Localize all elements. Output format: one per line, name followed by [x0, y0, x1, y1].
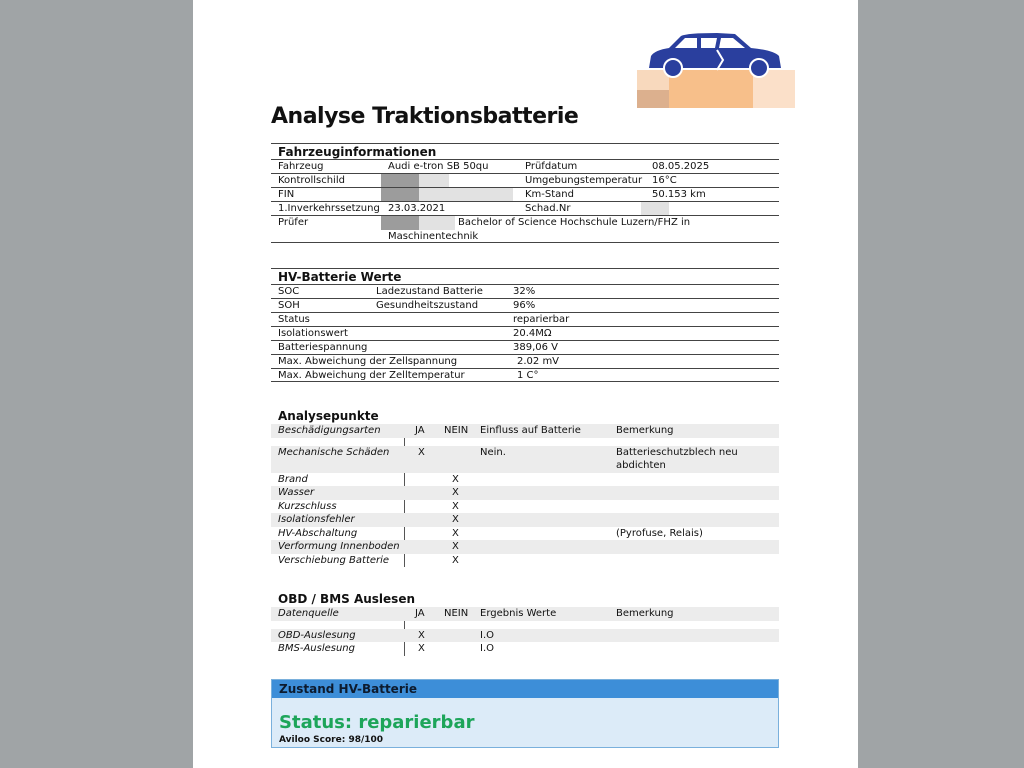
cell: Kurzschluss — [278, 500, 337, 512]
cell: X — [452, 514, 459, 525]
label: Prüfdatum — [525, 161, 578, 172]
redacted-value — [381, 188, 419, 202]
table-row — [271, 500, 779, 514]
cell: Verschiebung Batterie — [278, 554, 390, 566]
redacted-value — [381, 174, 419, 188]
vehicle-row — [271, 159, 779, 173]
table-row — [271, 513, 779, 527]
table-row — [271, 642, 779, 656]
page-title: Analyse Traktionsbatterie — [271, 104, 579, 129]
label: Status — [278, 314, 310, 325]
value: 16°C — [652, 175, 677, 186]
value: reparierbar — [513, 314, 570, 325]
aviloo-score: Aviloo Score: 98/100 — [279, 735, 384, 745]
value: Audi e-tron SB 50qu — [388, 161, 489, 172]
hv-row — [271, 340, 779, 354]
label: Prüfer — [278, 217, 309, 228]
cell: X — [452, 487, 459, 498]
label: Kontrollschild — [278, 175, 345, 186]
cell: (Pyrofuse, Relais) — [616, 527, 703, 539]
cell: HV-Abschaltung — [278, 527, 358, 539]
table-row — [271, 629, 779, 643]
label: SOH — [278, 300, 300, 311]
vehicle-info-heading: Fahrzeuginformationen — [271, 143, 779, 159]
table-row — [271, 554, 779, 568]
label: Batteriespannung — [278, 342, 368, 353]
value: 20.4MΩ — [513, 328, 552, 339]
value: 389,06 V — [513, 342, 559, 353]
cell: Verformung Innenboden — [278, 541, 400, 552]
cell: Wasser — [278, 487, 315, 498]
vehicle-row — [271, 201, 779, 215]
cell: Nein. — [480, 446, 506, 458]
analysis-header-row — [271, 424, 779, 438]
header-cell: Datenquelle — [278, 608, 339, 619]
redacted-value — [381, 216, 419, 230]
header-cell: NEIN — [444, 425, 469, 436]
header-cell: NEIN — [444, 608, 469, 619]
value: 08.05.2025 — [652, 161, 710, 172]
cell: X — [452, 527, 459, 539]
hv-battery-heading: HV-Batterie Werte — [271, 268, 779, 284]
analysis-section — [271, 408, 779, 567]
label: Max. Abweichung der Zelltemperatur — [278, 370, 465, 381]
cell: X — [452, 554, 459, 566]
hv-row — [271, 298, 779, 312]
value: 32% — [513, 286, 536, 297]
header-cell: JA — [415, 425, 425, 436]
vehicle-row — [271, 173, 779, 187]
hv-row — [271, 326, 779, 340]
analysis-table — [271, 424, 779, 567]
report-page — [193, 0, 858, 768]
label: FIN — [278, 189, 295, 200]
obd-heading: OBD / BMS Auslesen — [278, 592, 416, 606]
hv-row — [271, 354, 779, 368]
car-logo-icon — [637, 30, 795, 110]
description: Ladezustand Batterie — [376, 286, 483, 297]
battery-status-heading: Zustand HV-Batterie — [272, 680, 778, 698]
obd-header-row — [271, 607, 779, 621]
value: Maschinentechnik — [388, 231, 479, 242]
redacted-value — [419, 188, 513, 202]
value: 2.02 mV — [517, 356, 560, 367]
redacted-value — [641, 202, 669, 216]
table-row — [271, 446, 779, 473]
header-cell: JA — [415, 608, 425, 619]
vehicle-info-section — [271, 143, 779, 243]
label: Max. Abweichung der Zellspannung — [278, 356, 458, 367]
cell: X — [418, 446, 425, 458]
cell: Mechanische Schäden — [278, 446, 390, 458]
label: 1.Inverkehrssetzung — [278, 203, 380, 214]
value: 50.153 km — [652, 189, 706, 200]
header-cell: Bemerkung — [616, 425, 674, 436]
table-row — [271, 527, 779, 541]
header-cell: Einfluss auf Batterie — [480, 425, 581, 436]
cell: X — [418, 643, 425, 654]
cell: BMS-Auslesung — [278, 643, 355, 654]
analysis-heading: Analysepunkte — [278, 409, 379, 423]
hv-row — [271, 312, 779, 326]
cell: I.O — [480, 629, 494, 641]
cell: Brand — [278, 473, 308, 485]
vehicle-row — [271, 187, 779, 201]
description: Gesundheitszustand — [376, 300, 479, 311]
header-cell: Ergebnis Werte — [480, 608, 557, 619]
obd-table — [271, 607, 779, 656]
label: Schad.Nr — [525, 203, 571, 214]
redacted-value — [419, 216, 455, 230]
hv-row — [271, 368, 779, 382]
hv-battery-section — [271, 268, 779, 382]
table-row — [271, 473, 779, 487]
label: Isolationswert — [278, 328, 348, 339]
cell: Batterieschutzblech neu — [616, 446, 738, 458]
obd-section — [271, 591, 779, 656]
vehicle-row — [271, 215, 779, 243]
header-cell: Beschädigungsarten — [278, 425, 381, 436]
cell: abdichten — [616, 459, 666, 471]
cell: X — [452, 473, 459, 485]
cell: Isolationsfehler — [278, 514, 355, 525]
cell: OBD-Auslesung — [278, 629, 356, 641]
value: 1 C° — [517, 370, 539, 381]
label: Fahrzeug — [278, 161, 324, 172]
value: 23.03.2021 — [388, 203, 446, 214]
label: Km-Stand — [525, 189, 574, 200]
cell: X — [452, 541, 459, 552]
redacted-value — [419, 174, 449, 188]
label: Umgebungstemperatur — [525, 175, 643, 186]
header-cell: Bemerkung — [616, 608, 674, 619]
cell: I.O — [480, 643, 494, 654]
hv-row — [271, 284, 779, 298]
battery-status-text: Status: reparierbar — [279, 712, 475, 733]
label: SOC — [278, 286, 300, 297]
cell: X — [452, 500, 459, 512]
battery-status-box — [271, 679, 779, 748]
value: 96% — [513, 300, 536, 311]
table-row — [271, 540, 779, 554]
cell: X — [418, 629, 425, 641]
table-row — [271, 486, 779, 500]
value: Bachelor of Science Hochschule Luzern/FHZ in — [458, 217, 691, 228]
